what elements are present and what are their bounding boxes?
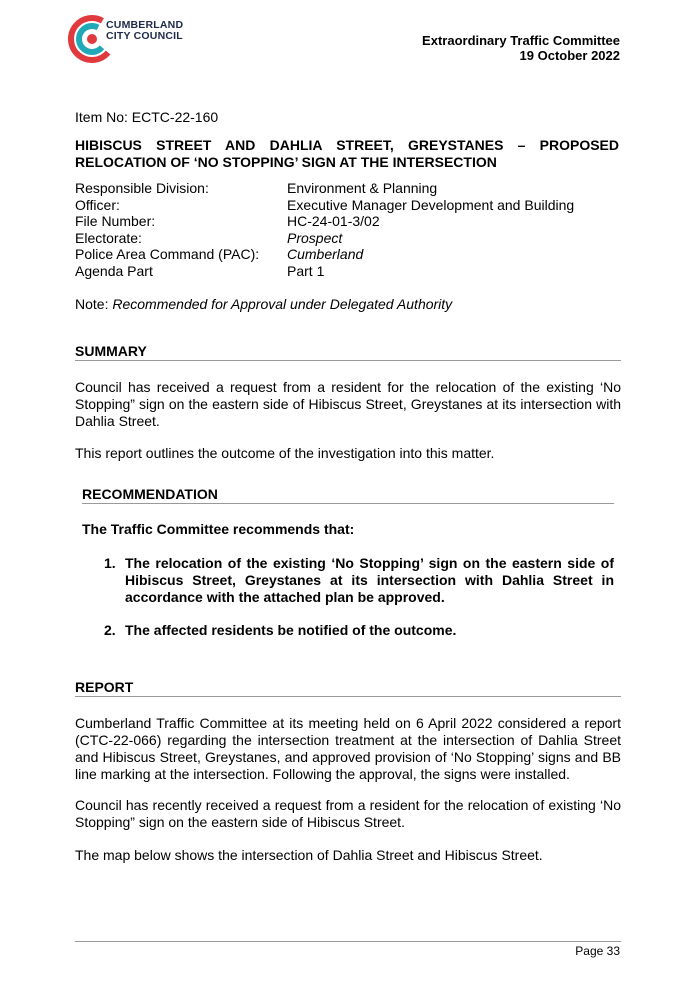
meta-value: HC-24-01-3/02 [287,213,380,230]
recommendation-item [104,622,614,639]
meta-value: Executive Manager Development and Building [287,196,575,213]
meta-key: File Number: [75,213,156,230]
recommendation-intro: The Traffic Committee recommends that: [82,521,355,537]
meta-key: Responsible Division: [75,180,209,196]
recommendation-number: 2. [104,622,116,638]
meta-value: Cumberland [287,246,364,263]
meta-key: Police Area Command (PAC): [75,246,260,263]
page-number: Page 33 [575,944,620,958]
recommendation-text: The affected residents be notified of the outcome. [125,622,457,638]
committee-name: Extraordinary Traffic Committee [422,33,620,48]
meta-value: Environment & Planning [287,180,438,196]
summary-paragraph: This report outlines the outcome of the investigation into this matter. [75,445,495,461]
report-paragraph: Council has recently received a request from a resident for the relocation of existing ‘No Stopping” sign on the eastern side of Hibiscus Street. [75,797,621,830]
meeting-date: 19 October 2022 [519,48,620,63]
meta-row [75,263,574,280]
footer-divider [75,941,621,942]
item-number: Item No: ECTC-22-160 [75,109,219,125]
report-metadata [75,180,574,280]
meta-row [75,180,574,197]
meta-value: Part 1 [287,262,325,279]
report-title [75,137,619,171]
report-title-line2: RELOCATION OF ‘NO STOPPING’ SIGN AT THE INTERSECTION [75,154,497,170]
approval-note [75,296,452,312]
header-meeting-info [422,33,620,63]
meta-row [75,197,574,214]
report-heading: REPORT [75,679,621,697]
council-name [106,20,183,42]
note-text: Recommended for Approval under Delegated Authority [112,296,453,312]
meta-key: Officer: [75,196,120,213]
meta-row [75,246,574,263]
summary-paragraph: Council has received a request from a resident for the relocation of the existing ‘No Stopping” sign on the eastern side of Hibiscus Street, Greystanes at its intersection with Dahlia Street. [75,379,621,429]
recommendation-heading: RECOMMENDATION [82,486,614,504]
recommendation-number: 1. [104,555,116,571]
meta-row [75,230,574,247]
note-label: Note: [75,296,113,312]
report-paragraph: Cumberland Traffic Committee at its meeting held on 6 April 2022 considered a report (CTC-22-066) regarding the intersection treatment at the intersection of Dahlia Street and Hibiscus Street, Greystanes, and approved provision of ‘No Stopping’ signs and BB line marking at the intersection. Following the approval, the signs were installed. [75,715,621,782]
report-paragraph: The map below shows the intersection of Dahlia Street and Hibiscus Street. [75,847,543,863]
meta-key: Agenda Part [75,262,153,279]
meta-value: Prospect [287,229,343,246]
meta-row [75,213,574,230]
council-name-line2: CITY COUNCIL [106,30,183,42]
recommendation-text: The relocation of the existing ‘No Stopping’ sign on the eastern side of Hibiscus Street, Greystanes at its intersection with Dahlia Street in accordance with the attached plan be approved. [125,555,614,605]
meta-key: Electorate: [75,229,142,246]
recommendation-item [104,555,614,606]
summary-heading: SUMMARY [75,343,621,361]
council-name-line1: CUMBERLAND [106,19,184,31]
report-title-line1: HIBISCUS STREET AND DAHLIA STREET, GREYSTANES – PROPOSED [75,137,619,153]
